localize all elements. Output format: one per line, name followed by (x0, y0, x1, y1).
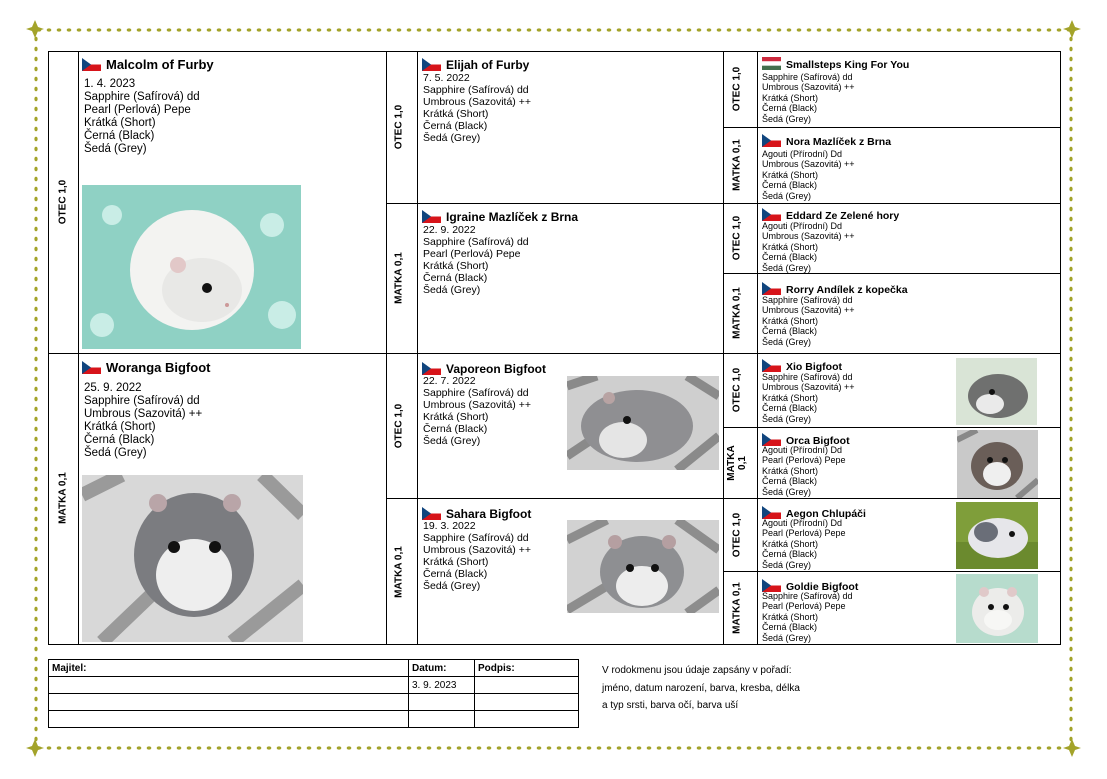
info-line: Krátká (Short) (762, 465, 819, 476)
father-info (84, 78, 200, 156)
mother-info (84, 382, 202, 460)
info-line: Černá (Black) (762, 549, 818, 560)
great-grandparent-photo (956, 502, 1038, 569)
ggp-sex-label-6-top: MATKA (726, 445, 737, 481)
note-line: V rodokmenu jsou údaje zapsány v pořadí: (602, 665, 792, 676)
info-line: Černá (Black) (423, 120, 488, 132)
info-line: Umbrous (Sazovitá) ++ (762, 159, 855, 170)
great-grandparent-name: Xio Bigfoot (786, 361, 842, 373)
cz-flag-icon (422, 58, 441, 71)
gp-sex-label-2: MATKA 0,1 (393, 252, 405, 304)
ggp-sex-label-4: MATKA 0,1 (731, 287, 743, 339)
note-line: a typ srsti, barva očí, barva uší (602, 700, 739, 711)
grandparent-name: Vaporeon Bigfoot (446, 362, 546, 376)
mother-pattern: Umbrous (Sazovitá) ++ (84, 408, 203, 420)
info-line: Šedá (Grey) (762, 262, 812, 273)
pedigree-note (602, 662, 800, 715)
signature-field[interactable] (475, 694, 579, 711)
father-cell (78, 51, 387, 354)
info-line: Krátká (Short) (423, 260, 489, 272)
info-line: Šedá (Grey) (762, 413, 812, 424)
corner-ornament-icon (24, 18, 46, 40)
ggp-sex-label-3: OTEC 1,0 (731, 215, 743, 261)
info-line: Černá (Black) (762, 403, 818, 414)
info-line: Krátká (Short) (762, 315, 819, 326)
info-line: Černá (Black) (423, 568, 488, 580)
grandparent-info (423, 520, 531, 592)
info-line: 22. 9. 2022 (423, 224, 476, 236)
cz-flag-icon (422, 507, 441, 520)
grandparent-name: Sahara Bigfoot (446, 507, 532, 521)
info-line: Šedá (Grey) (762, 559, 812, 570)
ggp-sex-label-6-bottom: 0,1 (737, 456, 748, 470)
signature-field[interactable] (475, 711, 579, 728)
info-line: Černá (Black) (423, 423, 488, 435)
info-line: Šedá (Grey) (762, 632, 812, 643)
grandparent-cell-1 (417, 51, 724, 204)
signature-label: Podpis: (475, 660, 579, 677)
info-line: Pearl (Perlová) Pepe (762, 601, 846, 612)
info-line: Šedá (Grey) (423, 284, 481, 296)
great-grandparent-name: Smallsteps King For You (786, 59, 910, 71)
ggp-sex-label-1: OTEC 1,0 (731, 66, 743, 112)
owner-field[interactable] (49, 677, 409, 694)
info-line: Umbrous (Sazovitá) ++ (423, 96, 531, 108)
info-line: Umbrous (Sazovitá) ++ (762, 305, 855, 316)
note-line: jméno, datum narození, barva, kresba, délka (602, 682, 800, 694)
info-line: Černá (Black) (762, 103, 818, 114)
border-vine-left (32, 34, 40, 745)
father-pattern: Pearl (Perlová) Pepe (84, 104, 191, 116)
great-grandparent-cell-2 (757, 127, 1061, 204)
mother-color: Sapphire (Safírová) dd (84, 395, 200, 407)
info-line: Černá (Black) (762, 180, 818, 191)
info-line: Sapphire (Safírová) dd (423, 387, 529, 399)
date-field[interactable] (409, 694, 475, 711)
great-grandparent-info (762, 295, 855, 347)
info-line: Sapphire (Safírová) dd (762, 72, 853, 82)
cz-flag-icon (82, 58, 101, 71)
grandparent-name: Igraine Mazlíček z Brna (446, 210, 579, 224)
info-line: Pearl (Perlová) Pepe (423, 248, 521, 260)
info-line: 7. 5. 2022 (423, 72, 470, 84)
great-grandparent-name: Goldie Bigfoot (786, 581, 859, 593)
grandparent-info (423, 224, 529, 296)
great-grandparent-name: Rorry Andílek z kopečka (786, 284, 908, 296)
father-name: Malcolm of Furby (106, 57, 214, 72)
gp-sex-label-1: OTEC 1,0 (393, 104, 405, 150)
info-line: Umbrous (Sazovitá) ++ (762, 382, 855, 393)
great-grandparent-cell-4 (757, 273, 1061, 354)
info-line: Šedá (Grey) (423, 435, 481, 447)
hu-flag-icon (762, 57, 781, 70)
great-grandparent-name: Nora Mazlíček z Brna (786, 136, 892, 148)
info-line: Krátká (Short) (423, 411, 489, 423)
date-field[interactable] (409, 711, 475, 728)
great-grandparent-photo (956, 358, 1037, 425)
mother-birthdate: 25. 9. 2022 (84, 382, 142, 394)
cz-flag-icon (82, 361, 101, 374)
info-line: Umbrous (Sazovitá) ++ (423, 399, 531, 411)
info-line: Černá (Black) (762, 252, 818, 263)
cz-flag-icon (422, 210, 441, 223)
great-grandparent-cell-8 (757, 571, 1061, 645)
signature-field[interactable] (475, 677, 579, 694)
great-grandparent-name: Orca Bigfoot (786, 435, 850, 447)
father-eyes: Černá (Black) (84, 130, 155, 142)
info-line: Černá (Black) (762, 622, 818, 633)
border-vine-bottom (34, 744, 1073, 752)
grandparent-info (423, 72, 531, 144)
info-line: Agouti (Přírodní) Dd (762, 149, 843, 159)
info-line: Pearl (Perlová) Pepe (762, 528, 846, 539)
info-line: Pearl (Perlová) Pepe (762, 455, 846, 466)
info-line: Černá (Black) (762, 476, 818, 487)
info-line: 19. 3. 2022 (423, 520, 476, 532)
grandparent-cell-4 (417, 498, 724, 645)
info-line: Šedá (Grey) (423, 580, 481, 592)
mother-sex-label: MATKA 0,1 (57, 472, 69, 524)
border-vine-top (34, 26, 1073, 34)
great-grandparent-cell-5 (757, 353, 1061, 428)
info-line: Šedá (Grey) (762, 113, 812, 124)
great-grandparent-info (762, 445, 846, 497)
info-line: Šedá (Grey) (762, 336, 812, 347)
info-line: Krátká (Short) (762, 392, 819, 403)
mother-cell (78, 353, 387, 645)
info-line: Umbrous (Sazovitá) ++ (762, 82, 855, 93)
info-line: Agouti (Přírodní) Dd (762, 518, 843, 528)
great-grandparent-info (762, 221, 855, 273)
ggp-sex-label-5: OTEC 1,0 (731, 367, 743, 413)
info-line: Šedá (Grey) (762, 190, 812, 201)
info-line: Umbrous (Sazovitá) ++ (423, 544, 531, 556)
info-line: Krátká (Short) (423, 108, 489, 120)
great-grandparent-info (762, 149, 855, 201)
cz-flag-icon (422, 362, 441, 375)
info-line: Černá (Black) (762, 326, 818, 337)
info-line: Sapphire (Safírová) dd (762, 372, 853, 382)
great-grandparent-cell-7 (757, 498, 1061, 572)
great-grandparent-info (762, 72, 855, 124)
ggp-sex-label-8: MATKA 0,1 (731, 582, 743, 634)
corner-ornament-icon (1061, 18, 1083, 40)
grandparent-cell-2 (417, 203, 724, 354)
info-line: Umbrous (Sazovitá) ++ (762, 231, 855, 242)
great-grandparent-name: Aegon Chlupáči (786, 508, 866, 520)
ggp-sex-label-7: OTEC 1,0 (731, 512, 743, 558)
owner-table (48, 659, 579, 728)
border-vine-right (1067, 34, 1075, 745)
info-line: Sapphire (Safírová) dd (423, 532, 529, 544)
info-line: Sapphire (Safírová) dd (762, 591, 853, 601)
great-grandparent-cell-3 (757, 203, 1061, 274)
great-grandparent-photo (956, 574, 1038, 643)
father-coat: Krátká (Short) (84, 117, 156, 129)
info-line: 22. 7. 2022 (423, 375, 476, 387)
info-line: Sapphire (Safírová) dd (762, 295, 853, 305)
mother-ears: Šedá (Grey) (84, 447, 147, 459)
father-color: Sapphire (Safírová) dd (84, 91, 200, 103)
info-line: Krátká (Short) (762, 241, 819, 252)
father-photo (82, 185, 301, 349)
grandparent-cell-3 (417, 353, 724, 499)
info-line: Šedá (Grey) (762, 486, 812, 497)
great-grandparent-photo (957, 430, 1038, 498)
father-birthdate: 1. 4. 2023 (84, 78, 136, 90)
great-grandparent-name: Eddard Ze Zelené hory (786, 210, 900, 222)
mother-eyes: Černá (Black) (84, 434, 155, 446)
info-line: Sapphire (Safírová) dd (423, 236, 529, 248)
great-grandparent-info (762, 518, 846, 570)
info-line: Krátká (Short) (762, 611, 819, 622)
owner-label: Majitel: (49, 660, 409, 677)
owner-field[interactable] (49, 694, 409, 711)
info-line: Agouti (Přírodní) Dd (762, 445, 843, 455)
mother-photo (82, 475, 303, 642)
great-grandparent-info (762, 372, 855, 424)
grandparent-info (423, 375, 531, 447)
ggp-sex-label-2: MATKA 0,1 (731, 139, 743, 191)
father-ears: Šedá (Grey) (84, 143, 147, 155)
mother-coat: Krátká (Short) (84, 421, 156, 433)
date-label: Datum: (409, 660, 475, 677)
date-value[interactable]: 3. 9. 2023 (409, 677, 475, 694)
info-line: Sapphire (Safírová) dd (423, 84, 529, 96)
gp-sex-label-3: OTEC 1,0 (393, 403, 405, 449)
grandparent-photo (567, 520, 719, 613)
great-grandparent-cell-1 (757, 51, 1061, 128)
mother-name: Woranga Bigfoot (106, 360, 211, 375)
cz-flag-icon (762, 134, 781, 147)
grandparent-name: Elijah of Furby (446, 58, 530, 72)
father-sex-label: OTEC 1,0 (57, 179, 69, 225)
cz-flag-icon (762, 282, 781, 295)
info-line: Agouti (Přírodní) Dd (762, 221, 843, 231)
grandparent-photo (567, 376, 719, 470)
gp-sex-label-4: MATKA 0,1 (393, 546, 405, 598)
cz-flag-icon (762, 359, 781, 372)
info-line: Černá (Black) (423, 272, 488, 284)
cz-flag-icon (762, 208, 781, 221)
info-line: Krátká (Short) (423, 556, 489, 568)
great-grandparent-info (762, 591, 853, 643)
corner-ornament-icon (1061, 737, 1083, 759)
info-line: Krátká (Short) (762, 538, 819, 549)
info-line: Krátká (Short) (762, 92, 819, 103)
info-line: Šedá (Grey) (423, 132, 481, 144)
ggp-sex-label-6 (726, 445, 748, 480)
corner-ornament-icon (24, 737, 46, 759)
great-grandparent-cell-6 (757, 427, 1061, 499)
info-line: Krátká (Short) (762, 169, 819, 180)
owner-field[interactable] (49, 711, 409, 728)
